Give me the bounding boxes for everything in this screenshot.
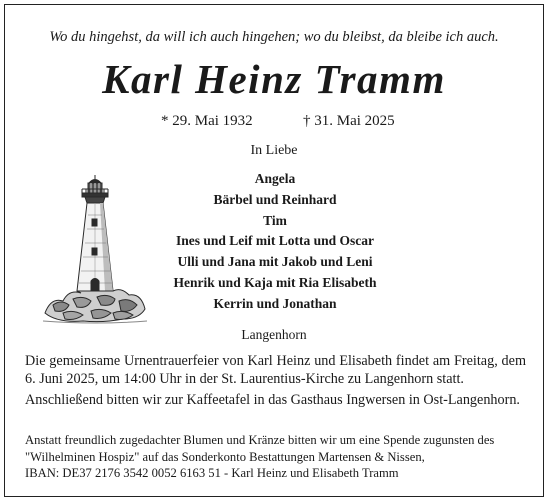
family-member: Henrik und Kaja mit Ria Elisabeth bbox=[173, 274, 377, 290]
in-love-label: In Liebe bbox=[250, 143, 298, 158]
donation-line: Anstatt freundlich zugedachter Blumen und Kränze bitten wir um eine Spende zugunsten des bbox=[25, 433, 495, 447]
family-list bbox=[155, 169, 395, 315]
family-member: Ines und Leif mit Lotta und Oscar bbox=[175, 233, 375, 249]
family-member: Tim bbox=[263, 212, 287, 228]
family-member: Bärbel und Reinhard bbox=[213, 191, 337, 207]
birth-date: * 29. Mai 1932 bbox=[161, 113, 253, 129]
donation-line: "Wilhelminen Hospiz" auf das Sonderkonto Bestattungen Martensen & Nissen, bbox=[25, 449, 425, 464]
bible-quote: Wo du hingehst, da will ich auch hingehen; wo du bleibst, da bleibe ich auch. bbox=[49, 29, 499, 45]
obituary-notice bbox=[4, 4, 544, 497]
donation-info bbox=[25, 432, 530, 482]
deceased-name: Karl Heinz Tramm bbox=[102, 56, 446, 102]
place-name: Langenhorn bbox=[241, 327, 307, 342]
funeral-info: Die gemeinsame Urnentrauerfeier von Karl Heinz und Elisabeth findet am Freitag, dem 6. Juni 2025, um 14:00 Uhr in der St. Laurentius-Kirche zu Langenhorn statt. bbox=[25, 353, 526, 387]
coffee-info: Anschließend bitten wir zur Kaffeetafel in das Gasthaus Ingwersen in Ost-Langenhorn. bbox=[25, 392, 520, 408]
family-member: Ulli und Jana mit Jakob und Leni bbox=[177, 254, 373, 270]
family-member: Angela bbox=[254, 171, 296, 186]
donation-line: IBAN: DE37 2176 3542 0052 6163 51 - Karl Heinz und Elisabeth Tramm bbox=[25, 466, 399, 480]
family-member: Kerrin und Jonathan bbox=[213, 295, 337, 311]
lighthouse-icon bbox=[43, 173, 147, 325]
death-date: † 31. Mai 2025 bbox=[303, 113, 395, 129]
